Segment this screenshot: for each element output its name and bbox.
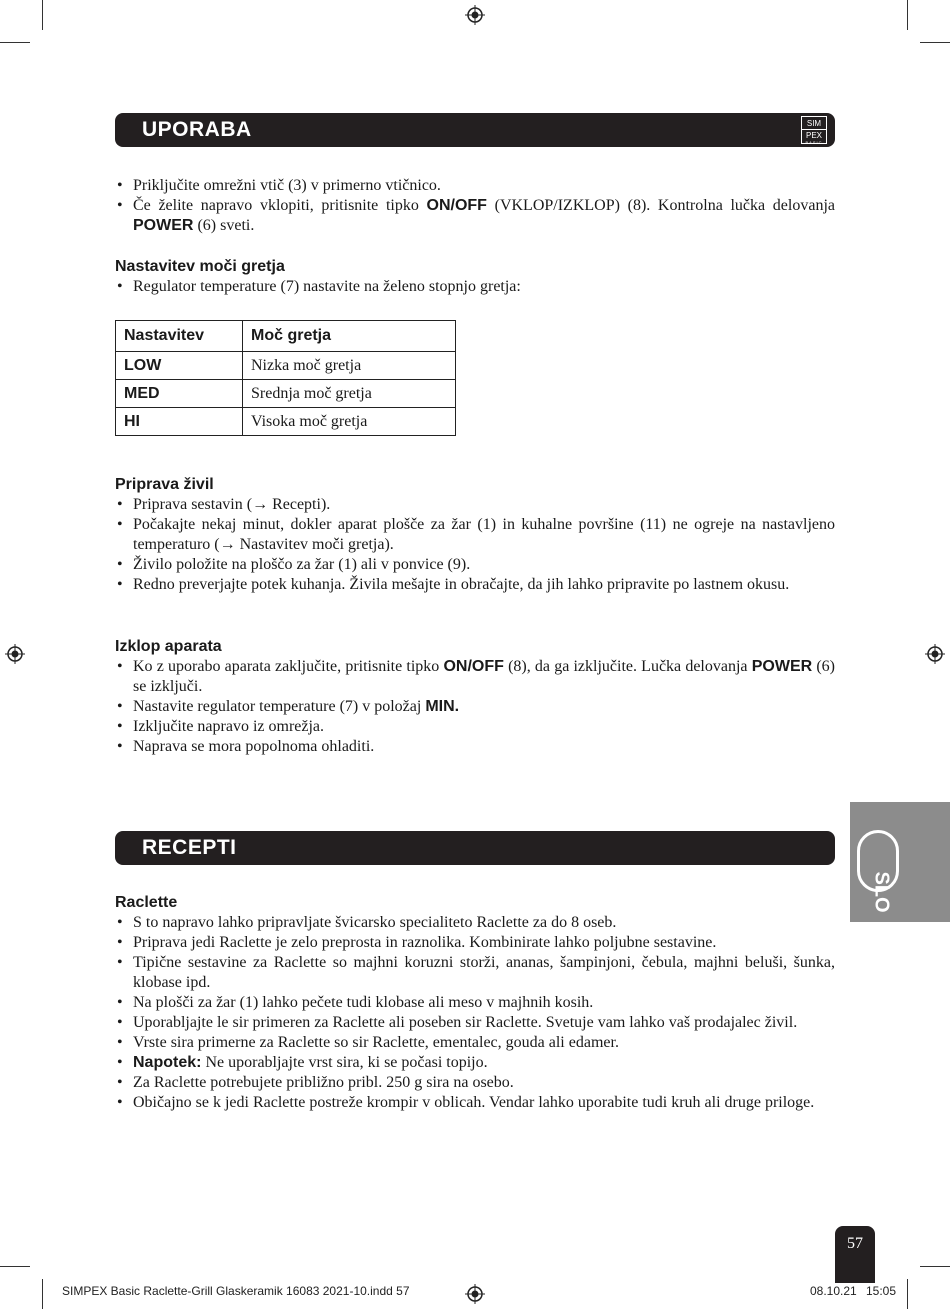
heading-raclette: Raclette [115, 894, 178, 911]
list-item: • Počakajte nekaj minut, dokler aparat plošče za žar (1) in kuhalne površine (11) ne ogreje na nastavljeno temperaturo (→ Nastavitev moči gretja). [115, 515, 835, 555]
list-item: • Naprava se mora popolnoma ohladiti. [115, 737, 835, 757]
table-cell: LOW [116, 352, 243, 380]
heading-heat-setting: Nastavitev moči gretja [115, 258, 285, 275]
off-list [115, 657, 835, 757]
table-row [116, 380, 456, 408]
raclette-block [115, 893, 835, 1113]
list-item: • Živilo položite na ploščo za žar (1) ali v ponvice (9). [115, 555, 835, 575]
registration-mark-icon [5, 644, 25, 664]
table-header: Nastavitev [116, 321, 243, 352]
table-row [116, 352, 456, 380]
list-item: • Običajno se k jedi Raclette postreže krompir v oblicah. Vendar lahko uporabite tudi kruh ali druge priloge. [115, 1093, 835, 1113]
section-header-recepti [115, 831, 835, 865]
intro-block [115, 176, 835, 236]
table-cell: Srednja moč gretja [243, 380, 456, 408]
raclette-list [115, 913, 835, 1113]
crop-mark [920, 42, 950, 43]
footer-file-name: SIMPEX Basic Raclette-Grill Glaskeramik 16083 2021-10.indd 57 [62, 1284, 410, 1298]
prep-list [115, 495, 835, 595]
list-item: • Ko z uporabo aparata zaključite, pritisnite tipko ON/OFF (8), da ga izključite. Lučka delovanja POWER (6) se izključi. [115, 657, 835, 697]
language-badge [857, 830, 899, 913]
switch-off-block [115, 637, 835, 757]
crop-mark [0, 1266, 30, 1267]
footer-date: 08.10.21 [810, 1284, 857, 1298]
crop-mark [42, 1279, 43, 1309]
crop-mark [0, 42, 30, 43]
section-title: UPORABA [142, 118, 252, 141]
language-code: SLO [870, 871, 893, 913]
crop-mark [920, 1266, 950, 1267]
crop-mark [907, 0, 908, 30]
list-item: • Če želite napravo vklopiti, pritisnite tipko ON/OFF (VKLOP/IZKLOP) (8). Kontrolna lučka delovanja POWER (6) sveti. [115, 196, 835, 236]
list-item: • Uporabljajte le sir primeren za Raclette ali poseben sir Raclette. Svetuje vam lahko vaš prodajalec živil. [115, 1013, 835, 1033]
list-item: • Tipične sestavine za Raclette so majhni koruzni storži, ananas, šampinjoni, čebula, majhni beluši, šunka, klobase ipd. [115, 953, 835, 993]
list-item: • Vrste sira primerne za Raclette so sir Raclette, ementalec, gouda ali edamer. [115, 1033, 835, 1053]
section-header-uporaba [115, 113, 835, 147]
list-item: • Napotek: Ne uporabljajte vrst sira, ki se počasi topijo. [115, 1053, 835, 1073]
table-header-row [116, 321, 456, 352]
list-item: • Na plošči za žar (1) lahko pečete tudi klobase ali meso v majhnih kosih. [115, 993, 835, 1013]
arrow-right-icon: → [219, 536, 236, 553]
table-cell: MED [116, 380, 243, 408]
heat-list [115, 277, 835, 297]
list-item: • Za Raclette potrebujete približno pribl. 250 g sira na osebo. [115, 1073, 835, 1093]
table-cell: HI [116, 408, 243, 436]
registration-mark-icon [465, 1284, 485, 1304]
arrow-right-icon: → [252, 496, 269, 513]
table-header: Moč gretja [243, 321, 456, 352]
heat-setting-block [115, 257, 835, 297]
section-title: RECEPTI [142, 836, 237, 859]
list-item: • Regulator temperature (7) nastavite na želeno stopnjo gretja: [115, 277, 835, 297]
list-item: • Nastavite regulator temperature (7) v položaj MIN. [115, 697, 835, 717]
list-item: • Priprava jedi Raclette je zelo preprosta in raznolika. Kombinirate lahko poljubne sestavine. [115, 933, 835, 953]
heat-setting-table [115, 320, 456, 436]
crop-mark [907, 1279, 908, 1309]
intro-list [115, 176, 835, 236]
food-prep-block [115, 475, 835, 595]
heading-food-prep: Priprava živil [115, 476, 214, 493]
list-item: • S to napravo lahko pripravljate švicarsko specialiteto Raclette za do 8 oseb. [115, 913, 835, 933]
footer-time: 15:05 [866, 1284, 897, 1298]
language-tab [850, 802, 950, 922]
registration-mark-icon [465, 5, 485, 25]
list-item: • Priključite omrežni vtič (3) v primerno vtičnico. [115, 176, 835, 196]
page-number: 57 [835, 1226, 875, 1283]
list-item: • Izključite napravo iz omrežja. [115, 717, 835, 737]
table-cell: Visoka moč gretja [243, 408, 456, 436]
simpex-logo: SIM PEX BASIC [801, 116, 827, 144]
registration-mark-icon [925, 644, 945, 664]
table-cell: Nizka moč gretja [243, 352, 456, 380]
heading-switch-off: Izklop aparata [115, 638, 222, 655]
table-row [116, 408, 456, 436]
crop-mark [42, 0, 43, 30]
list-item: • Redno preverjajte potek kuhanja. Živila mešajte in obračajte, da jih lahko pripravite po lastnem okusu. [115, 575, 835, 595]
list-item: • Priprava sestavin (→ Recepti). [115, 495, 835, 515]
